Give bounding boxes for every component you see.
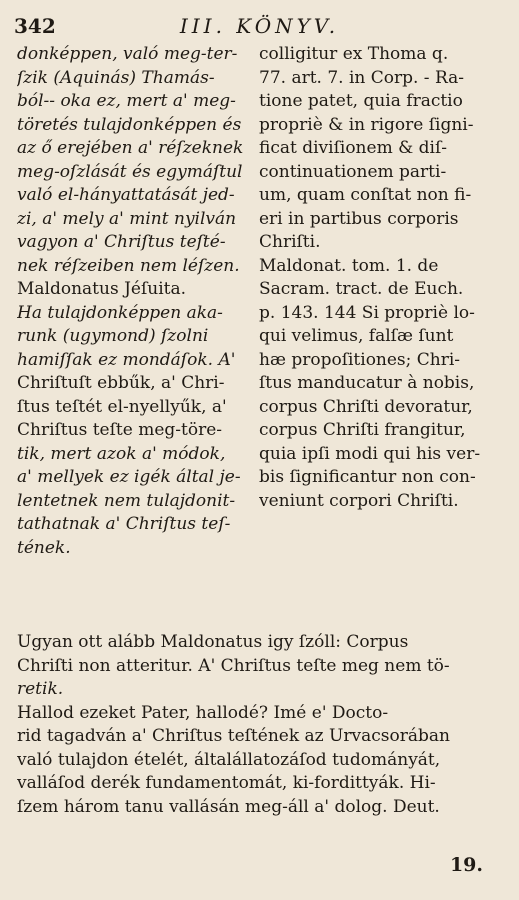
lower-line: retik.	[17, 679, 64, 699]
left-line: töretés tulajdonképpen és	[17, 114, 242, 135]
lower-line: rid tagadván a' Chriſtus teſtének az Urvacsorában	[17, 726, 450, 746]
left-line: tik, mert azok a' módok,	[17, 443, 226, 464]
left-line: nek réſzeiben nem léſzen.	[17, 255, 240, 276]
signature-mark: 19.	[449, 854, 483, 876]
right-line: ficat diviſionem & diſ-	[259, 138, 447, 158]
right-line: ſtus manducatur à nobis,	[259, 373, 475, 393]
left-line: Chriſtus teſte meg-töre-	[17, 420, 223, 440]
right-line: 77. art. 7. in Corp. - Ra-	[259, 67, 465, 88]
left-line: lentetnek nem tulajdonit-	[17, 490, 236, 511]
left-line: tathatnak a' Chriſtus teſ-	[17, 514, 231, 534]
left-line: meg-oſzlását és egymáſtul	[17, 161, 243, 182]
right-line: corpus Chriſti frangitur,	[259, 420, 466, 440]
right-column	[259, 43, 505, 513]
lower-line: Hallod ezeket Pater, hallodé? Imé e' Docto-	[17, 702, 389, 723]
right-line: quia ipſi modi qui his ver-	[259, 443, 481, 464]
right-line: corpus Chriſti devoratur,	[259, 396, 473, 417]
lower-line: Chriſti non atteritur. A' Chriſtus teſte meg nem tö-	[17, 655, 450, 676]
left-line: tének.	[17, 537, 71, 558]
left-line: ból-- oka ez, mert a' meg-	[17, 91, 236, 111]
right-line: Chriſti.	[259, 232, 321, 252]
left-column	[17, 43, 251, 560]
right-line: um, quam conſtat non fi-	[259, 185, 472, 205]
right-line: continuationem parti-	[259, 161, 447, 182]
right-line: p. 143. 144 Si propriè lo-	[259, 302, 475, 323]
right-line: veniunt corpori Chriſti.	[259, 490, 459, 511]
right-line: Sacram. tract. de Euch.	[259, 279, 464, 299]
left-line: ſzik (Aquinás) Thamás-	[17, 67, 215, 88]
left-line: Chriſtuſt ebbűk, a' Chri-	[17, 373, 225, 393]
lower-line: valláſod derék fundamentomát, ki-fordittyák. Hi-	[17, 773, 436, 793]
left-line: Ha tulajdonképpen aka-	[17, 302, 223, 323]
running-title: III. KÖNYV.	[179, 14, 340, 38]
right-line: propriè & in rigore ſigni-	[259, 114, 474, 135]
right-line: Maldonat. tom. 1. de	[259, 255, 439, 276]
left-line: hamiſſak ez mondáſok. A'	[17, 349, 236, 370]
right-line: eri in partibus corporis	[259, 208, 459, 229]
lower-line: való tulajdon ételét, általállatozáſod tudományát,	[17, 749, 441, 770]
left-line: runk (ugymond) ſzolni	[17, 326, 209, 346]
lower-line: Ugyan ott alább Maldonatus igy ſzóll: Corpus	[17, 632, 409, 652]
page-number: 342	[14, 14, 56, 38]
right-line: bis ſignificantur non con-	[259, 467, 476, 487]
left-line: donképpen, való meg-ter-	[17, 44, 238, 64]
right-line: colligitur ex Thoma q.	[259, 44, 449, 64]
left-line: ſtus teſtét el-nyellyűk, a'	[17, 396, 227, 417]
lower-line: ſzem három tanu vallásán meg-áll a' dolog. Deut.	[17, 796, 440, 817]
left-line: a' mellyek ez igék által je-	[17, 467, 241, 487]
lower-paragraphs	[17, 631, 507, 819]
left-line: zi, a' mely a' mint nyilván	[17, 208, 237, 229]
left-line: Maldonatus Jéſuita.	[17, 279, 187, 299]
right-line: qui velimus, falſæ ſunt	[259, 326, 454, 346]
left-line: vagyon a' Chriſtus teſté-	[17, 232, 226, 252]
page-header	[14, 14, 505, 38]
right-line: hæ propoſitiones; Chri-	[259, 349, 461, 370]
left-line: való el-hányattatását jed-	[17, 185, 235, 205]
right-line: tione patet, quia fractio	[259, 91, 463, 111]
left-line: az ő erejében a' réſzeknek	[17, 138, 244, 158]
